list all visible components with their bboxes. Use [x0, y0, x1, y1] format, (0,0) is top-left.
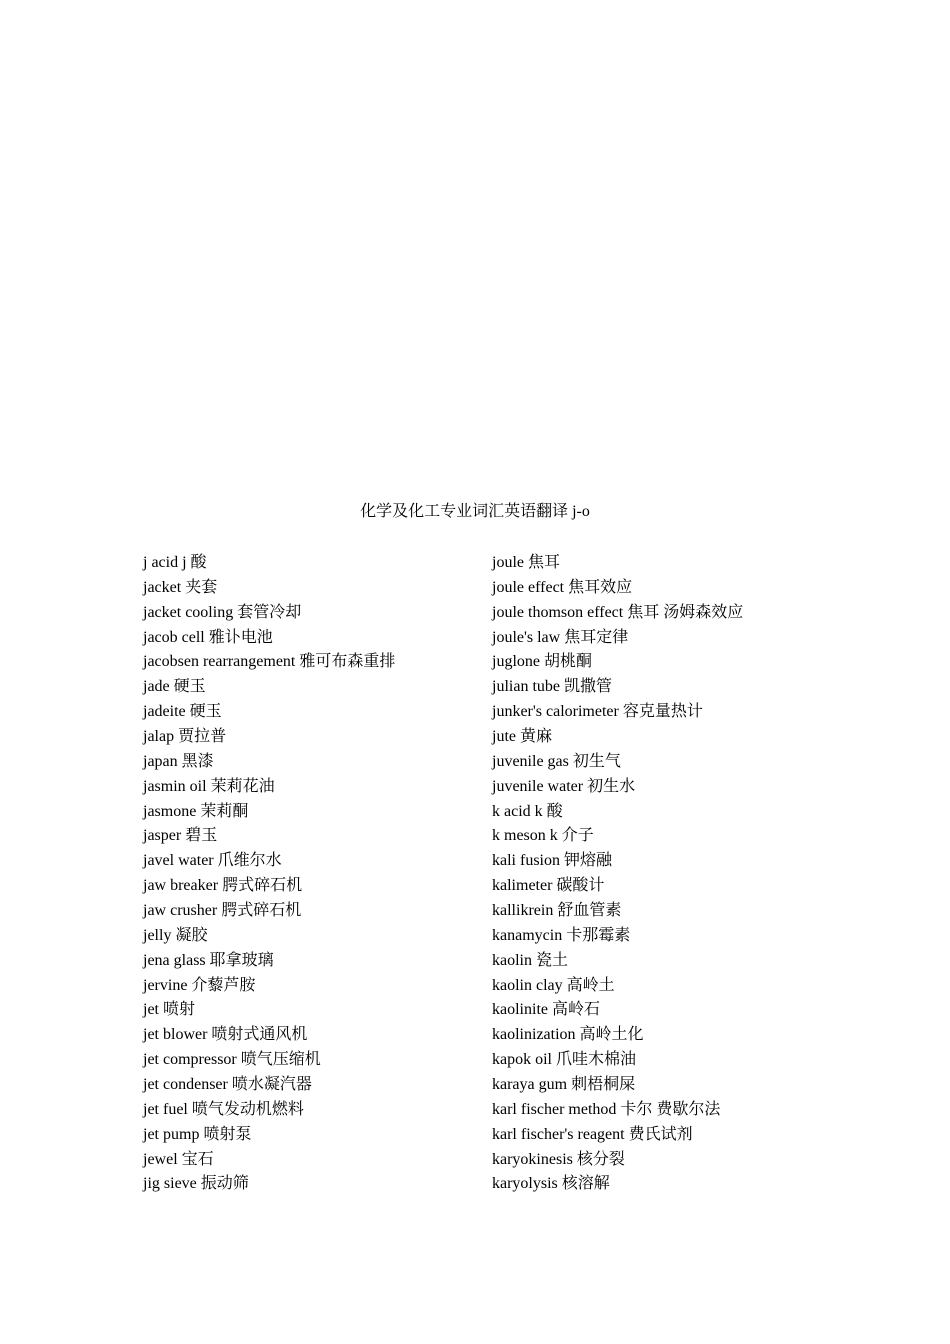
english-term: joule's law [492, 628, 561, 646]
chinese-translation: 爪哇木棉油 [556, 1051, 637, 1069]
english-term: kanamycin [492, 926, 563, 944]
english-term: kali fusion [492, 852, 560, 870]
english-term: jasmin oil [143, 777, 207, 795]
english-term: k meson [492, 827, 546, 845]
glossary-entry [492, 974, 812, 999]
english-term: jacket [143, 578, 182, 596]
glossary-entry [143, 800, 483, 825]
english-term: karaya gum [492, 1076, 568, 1094]
chinese-translation: 费氏试剂 [628, 1125, 693, 1143]
chinese-translation: 瓷土 [536, 951, 569, 969]
english-term: jet blower [143, 1026, 208, 1044]
english-term: jacob cell [143, 628, 205, 646]
glossary-entry [492, 675, 812, 700]
glossary-entry [143, 576, 483, 601]
chinese-translation: 喷射式通风机 [211, 1026, 308, 1044]
glossary-entry [492, 1148, 812, 1173]
chinese-translation: k 介子 [549, 827, 594, 845]
english-term: jervine [143, 976, 188, 994]
glossary-entry [492, 824, 812, 849]
english-term: jaw crusher [143, 902, 218, 920]
english-term: k acid [492, 802, 531, 820]
glossary-entry [143, 849, 483, 874]
chinese-translation: 胡桃酮 [544, 653, 593, 671]
glossary-entry [492, 998, 812, 1023]
glossary-entry [143, 1172, 483, 1197]
glossary-entry [143, 1023, 483, 1048]
chinese-translation: 喷气压缩机 [240, 1051, 321, 1069]
english-term: japan [143, 752, 178, 770]
chinese-translation: 雅可布森重排 [299, 653, 396, 671]
chinese-translation: 硬玉 [173, 678, 206, 696]
english-term: jet fuel [143, 1100, 188, 1118]
glossary-entry [143, 824, 483, 849]
chinese-translation: 腭式碎石机 [221, 902, 302, 920]
chinese-translation: 喷气发动机燃料 [191, 1100, 304, 1118]
glossary-entry [492, 725, 812, 750]
english-term: jet [143, 1001, 159, 1019]
page-title: 化学及化工专业词汇英语翻译 j-o [360, 503, 590, 520]
chinese-translation: 茉莉酮 [200, 802, 249, 820]
glossary-entry [492, 899, 812, 924]
glossary-entry [492, 924, 812, 949]
chinese-translation: 耶拿玻璃 [209, 951, 274, 969]
glossary-entry [492, 1073, 812, 1098]
chinese-translation: 容克量热计 [622, 703, 703, 721]
english-term: kaolinite [492, 1001, 548, 1019]
english-term: j acid [143, 554, 179, 571]
glossary-entry [143, 899, 483, 924]
english-term: kaolin [492, 951, 532, 969]
chinese-translation: 焦耳 [528, 554, 561, 571]
glossary-left-column [143, 551, 483, 1197]
english-term: karl fischer's reagent [492, 1125, 625, 1143]
chinese-translation: 夹套 [185, 578, 218, 596]
chinese-translation: j 酸 [182, 554, 207, 571]
glossary-entry [143, 974, 483, 999]
chinese-translation: 碳酸计 [556, 877, 605, 895]
chinese-translation: 凯撒管 [563, 678, 612, 696]
glossary-entry [492, 1048, 812, 1073]
chinese-translation: 卡那霉素 [566, 926, 631, 944]
chinese-translation: 雅讣电池 [208, 628, 273, 646]
chinese-translation: 核分裂 [576, 1150, 625, 1168]
english-term: jadeite [143, 703, 186, 721]
glossary-entry [492, 849, 812, 874]
glossary-entry [492, 949, 812, 974]
chinese-translation: 黑漆 [181, 752, 214, 770]
english-term: jet condenser [143, 1076, 228, 1094]
chinese-translation: 高岭石 [551, 1001, 600, 1019]
english-term: jewel [143, 1150, 178, 1168]
glossary-entry [492, 1098, 812, 1123]
chinese-translation: 焦耳 汤姆森效应 [627, 603, 744, 621]
glossary-entry [492, 1023, 812, 1048]
glossary-entry [143, 1073, 483, 1098]
english-term: juvenile water [492, 777, 584, 795]
english-term: jelly [143, 926, 172, 944]
glossary-entry [492, 650, 812, 675]
chinese-translation: 初生水 [587, 777, 636, 795]
glossary-entry [143, 650, 483, 675]
english-term: kaolinization [492, 1026, 576, 1044]
glossary-entry [492, 874, 812, 899]
glossary-right-column [492, 551, 812, 1197]
chinese-translation: 介藜芦胺 [191, 976, 256, 994]
english-term: javel water [143, 852, 214, 870]
chinese-translation: 高岭土化 [579, 1026, 644, 1044]
glossary-entry [143, 775, 483, 800]
chinese-translation: 卡尔 费歇尔法 [620, 1100, 721, 1118]
glossary-entry [143, 1048, 483, 1073]
chinese-translation: 硬玉 [189, 703, 222, 721]
glossary-entry [492, 1172, 812, 1197]
chinese-translation: 喷水凝汽器 [231, 1076, 312, 1094]
glossary-entry [143, 601, 483, 626]
glossary-entry [143, 725, 483, 750]
chinese-translation: 碧玉 [185, 827, 218, 845]
chinese-translation: 刺梧桐屎 [571, 1076, 636, 1094]
english-term: joule [492, 554, 524, 571]
chinese-translation: 核溶解 [561, 1175, 610, 1193]
glossary-entry [492, 750, 812, 775]
chinese-translation: 爪维尔水 [217, 852, 282, 870]
english-term: jet compressor [143, 1051, 237, 1069]
glossary-entry [143, 874, 483, 899]
english-term: karyolysis [492, 1175, 558, 1193]
chinese-translation: k 酸 [534, 802, 563, 820]
glossary-entry [492, 551, 812, 576]
glossary-entry [492, 700, 812, 725]
english-term: jute [492, 728, 516, 746]
english-term: jaw breaker [143, 877, 219, 895]
english-term: jade [143, 678, 170, 696]
chinese-translation: 钾熔融 [564, 852, 613, 870]
chinese-translation: 贾拉普 [178, 728, 227, 746]
chinese-translation: 舒血管素 [557, 902, 622, 920]
english-term: jig sieve [143, 1175, 197, 1193]
english-term: jet pump [143, 1125, 200, 1143]
english-term: jena glass [143, 951, 206, 969]
glossary-entry [143, 1098, 483, 1123]
chinese-translation: 焦耳效应 [568, 578, 633, 596]
english-term: jacket cooling [143, 603, 234, 621]
english-term: joule thomson effect [492, 603, 624, 621]
chinese-translation: 黄麻 [520, 728, 553, 746]
chinese-translation: 焦耳定律 [564, 628, 629, 646]
glossary-entry [492, 626, 812, 651]
english-term: kaolin clay [492, 976, 563, 994]
english-term: karl fischer method [492, 1100, 617, 1118]
english-term: joule effect [492, 578, 565, 596]
chinese-translation: 凝胶 [175, 926, 208, 944]
glossary-entry [143, 1148, 483, 1173]
glossary-entry [143, 700, 483, 725]
glossary-entry [143, 551, 483, 576]
english-term: kalimeter [492, 877, 553, 895]
chinese-translation: 高岭土 [566, 976, 615, 994]
glossary-entry [492, 800, 812, 825]
english-term: juvenile gas [492, 752, 569, 770]
glossary-entry [492, 775, 812, 800]
english-term: jacobsen rearrangement [143, 653, 296, 671]
english-term: junker's calorimeter [492, 703, 619, 721]
english-term: kallikrein [492, 902, 554, 920]
english-term: kapok oil [492, 1051, 552, 1069]
glossary-entry [143, 750, 483, 775]
english-term: karyokinesis [492, 1150, 573, 1168]
chinese-translation: 初生气 [572, 752, 621, 770]
english-term: juglone [492, 653, 540, 671]
english-term: jasmone [143, 802, 197, 820]
chinese-translation: 宝石 [181, 1150, 214, 1168]
glossary-entry [492, 576, 812, 601]
glossary-entry [143, 675, 483, 700]
glossary-entry [492, 601, 812, 626]
chinese-translation: 喷射 [163, 1001, 196, 1019]
glossary-entry [492, 1123, 812, 1148]
english-term: jalap [143, 728, 175, 746]
glossary-entry [143, 1123, 483, 1148]
glossary-entry [143, 924, 483, 949]
chinese-translation: 腭式碎石机 [222, 877, 303, 895]
english-term: julian tube [492, 678, 560, 696]
chinese-translation: 茉莉花油 [210, 777, 275, 795]
chinese-translation: 振动筛 [200, 1175, 249, 1193]
glossary-entry [143, 626, 483, 651]
english-term: jasper [143, 827, 182, 845]
chinese-translation: 套管冷却 [237, 603, 302, 621]
glossary-entry [143, 998, 483, 1023]
chinese-translation: 喷射泵 [203, 1125, 252, 1143]
glossary-entry [143, 949, 483, 974]
